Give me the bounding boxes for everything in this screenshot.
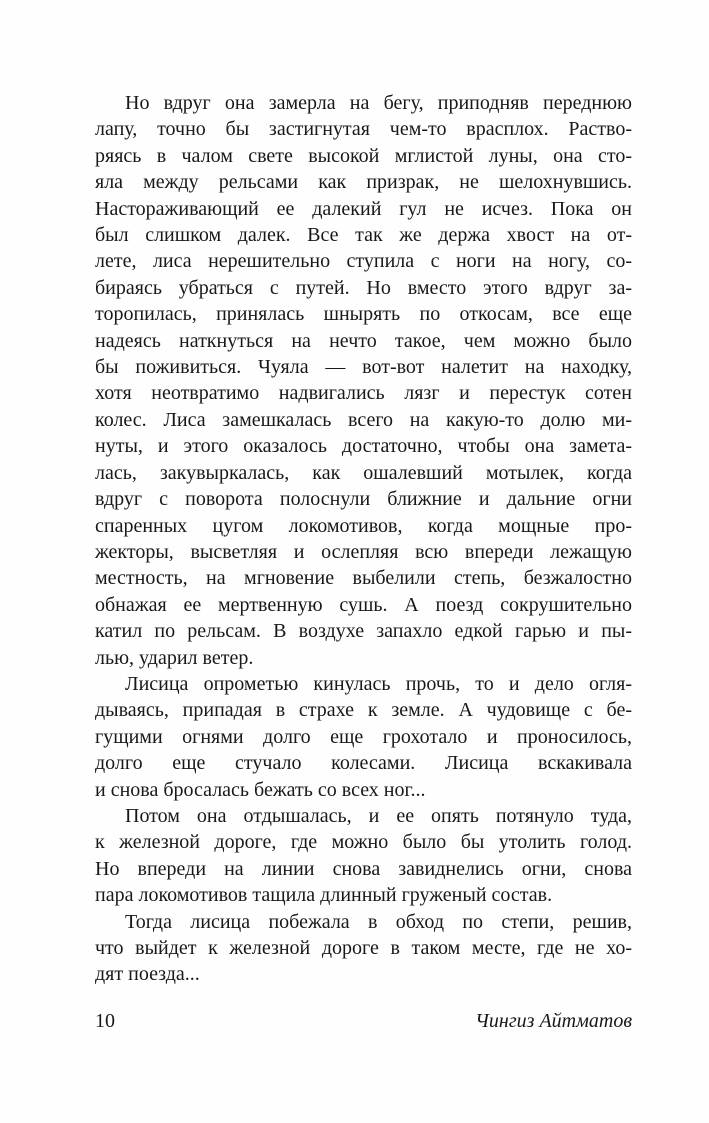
text-line: что выйдет к железной дороге в таком месте, где не хо- (95, 937, 632, 959)
text-line: гущими огнями долго еще грохотало и проносилось, (95, 725, 632, 748)
body-text (95, 90, 632, 988)
text-line: Тогда лисица побежала в обход по степи, решив, (125, 910, 632, 933)
text-line: надеясь наткнуться на нечто такое, чем можно было (95, 329, 632, 352)
text-line: бы поживиться. Чуяла — вот-вот налетит на находку, (95, 356, 632, 379)
page-number: 10 (95, 1010, 115, 1032)
text-line: Лисица опрометью кинулась прочь, то и дело огля- (125, 672, 632, 695)
text-line: нуты, и этого оказалось достаточно, чтобы она замета- (95, 435, 632, 458)
text-line: дят поезда... (95, 963, 200, 986)
text-line: обнажая ее мертвенную сушь. А поезд сокрушительно (95, 593, 632, 616)
text-line: и снова бросалась бежать со всех ног... (95, 778, 426, 801)
text-line: лете, лиса нерешительно ступила с ноги на ногу, со- (95, 250, 632, 273)
text-line: лапу, точно бы застигнутая чем-то врасплох. Раство- (95, 118, 632, 141)
text-line: бираясь убраться с путей. Но вместо этого вдруг за- (95, 276, 632, 299)
text-line: местность, на мгновение выбелили степь, безжалостно (95, 567, 632, 590)
text-line: лью, ударил ветер. (95, 646, 254, 669)
text-line: торопилась, принялась шнырять по откосам, все еще (95, 303, 632, 326)
text-line: жекторы, высветляя и ослепляя всю впереди лежащую (95, 540, 632, 563)
text-line: колес. Лиса замешкалась всего на какую-то долю ми- (95, 408, 632, 431)
text-line: яла между рельсами как призрак, не шелохнувшись. (95, 171, 632, 194)
paragraph (95, 909, 632, 988)
text-line: долго еще стучало колесами. Лисица вскакивала (95, 752, 632, 775)
text-line: хотя неотвратимо надвигались лязг и перестук сотен (95, 382, 632, 405)
text-line: ряясь в чалом свете высокой мглистой луны, она сто- (95, 144, 632, 167)
text-line: Но вдруг она замерла на бегу, приподняв переднюю (125, 92, 632, 114)
text-line: был слишком далек. Все так же держа хвост на от- (95, 224, 632, 247)
text-line: катил по рельсам. В воздухе запахло едкой гарью и пы- (95, 620, 632, 643)
text-line: дываясь, припадая в страхе к земле. А чудовище с бе- (95, 699, 632, 722)
page-footer (95, 1008, 632, 1034)
text-line: вдруг с поворота полоснули ближние и дальние огни (95, 488, 632, 511)
text-line: спаренных цугом локомотивов, когда мощные про- (95, 514, 632, 537)
text-line: пара локомотивов тащила длинный груженый состав. (95, 884, 553, 907)
paragraph (95, 90, 632, 671)
paragraph (95, 671, 632, 803)
text-line: к железной дороге, где можно было бы утолить голод. (95, 831, 632, 854)
text-line: Настораживающий ее далекий гул не исчез. Пока он (95, 197, 632, 220)
text-line: лась, закувыркалась, как ошалевший мотылек, когда (95, 461, 632, 484)
paragraph (95, 803, 632, 909)
text-line: Но впереди на линии снова завиднелись огни, снова (95, 857, 632, 880)
text-line: Потом она отдышалась, и ее опять потянуло туда, (125, 804, 632, 827)
author-name: Чингиз Айтматов (475, 1010, 632, 1032)
